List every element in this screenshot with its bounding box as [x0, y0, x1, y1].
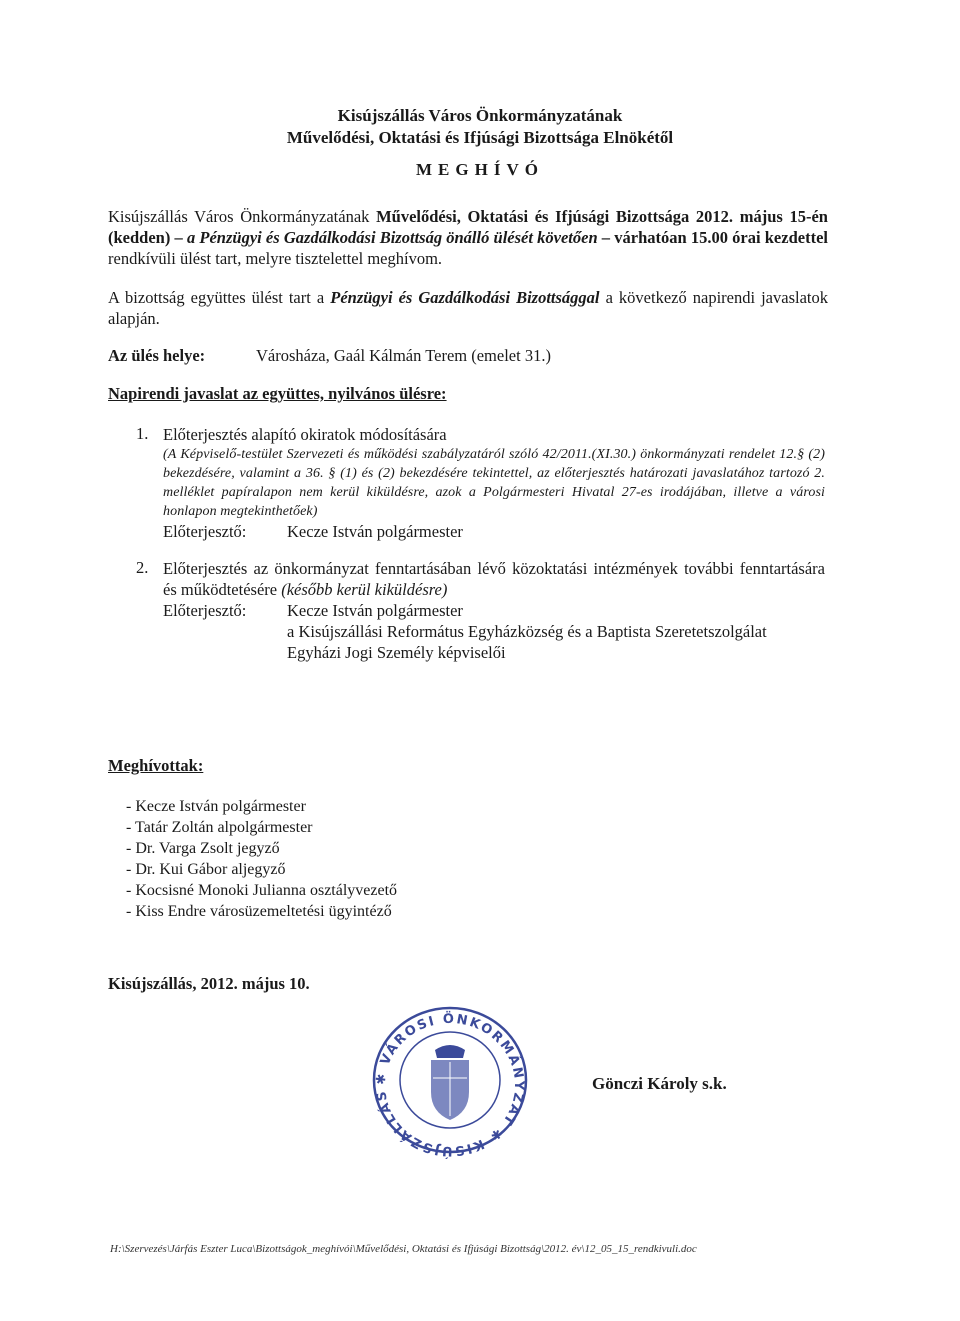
intro-time: – várhatóan 15.00 órai kezdettel	[597, 228, 828, 247]
location-label: Az ülés helye:	[108, 346, 206, 365]
agenda-item-1-note: (A Képviselő-testület Szervezeti és működési szabályzatáról szóló 42/2011.(XI.30.) önkormányzati rendelet 12.§ (2) bekezdésére, valamint a 36. § (1) és (2) bekezdésére tekintettel, az előterjesztés határozati javaslatához tartozó 2. melléklet papíralapon nem kerül kiküldésre, azok a Polgármesteri Hivatal 27-es irodájában, illetve a városi honlapon megtekinthetőek)	[163, 447, 825, 519]
intro-committee: Művelődési, Oktatási és Ifjúsági Bizottsága 2012. május 15-én (kedden) –	[108, 207, 828, 247]
intro-text-a: Kisújszállás Város Önkormányzatának	[108, 207, 377, 226]
agenda-item-1-presenter: Kecze István polgármester	[287, 522, 463, 541]
agenda-item-2	[163, 558, 825, 663]
joint-session-paragraph	[108, 287, 828, 329]
date-line: Kisújszállás, 2012. május 10.	[108, 974, 310, 993]
joint-text-a: A bizottság együttes ülést tart a	[108, 288, 331, 307]
document-title: MEGHÍVÓ	[416, 160, 544, 179]
signature: Gönczi Károly s.k.	[592, 1074, 727, 1093]
intro-text-e: rendkívüli ülést tart, melyre tisztelettel meghívom.	[108, 249, 443, 268]
intro-after-session: a Pénzügyi és Gazdálkodási Bizottság önálló ülését követően	[186, 228, 598, 247]
joint-committee: Pénzügyi és Gazdálkodási Bizottsággal	[330, 288, 600, 307]
agenda-item-2-number: 2.	[136, 558, 149, 577]
invitee-item: - Tatár Zoltán alpolgármester	[126, 819, 313, 836]
intro-paragraph	[108, 206, 828, 269]
agenda-item-1-number: 1.	[136, 424, 149, 443]
agenda-item-2-presenter-label: Előterjesztő:	[163, 601, 247, 620]
invitee-item: - Kecze István polgármester	[126, 798, 306, 815]
file-path-footer: H:\Szervezés\Járfás Eszter Luca\Bizottságok_meghívói\Művelődési, Oktatási és Ifjúsági Bizottság\2012. év\12_05_15_rendkivuli.doc	[110, 1243, 697, 1255]
agenda-item-2-title-note: (később kerül kiküldésre)	[281, 580, 448, 599]
stamp-text: ✱ VÁROSI ÖNKORMÁNYZAT ✱ KISÚJSZÁLLÁS	[373, 1011, 527, 1159]
agenda-item-2-presenter-3: Egyházi Jogi Személy képviselői	[287, 643, 506, 662]
agenda-item-1-presenter-label: Előterjesztő:	[163, 522, 247, 541]
agenda-item-2-presenter-row	[163, 600, 825, 621]
agenda-item-2-title-wrap	[163, 558, 825, 600]
agenda-item-1-title: Előterjesztés alapító okiratok módosítására	[163, 425, 447, 444]
invitee-item: - Dr. Kui Gábor aljegyző	[126, 861, 286, 878]
header-line-2: Művelődési, Oktatási és Ifjúsági Bizottsága Elnökétől	[286, 128, 674, 147]
location-value: Városháza, Gaál Kálmán Terem (emelet 31.)	[256, 346, 551, 365]
agenda-item-2-title: Előterjesztés az önkormányzat fenntartásában lévő közoktatási intézmények további fenntartására és működtetésére	[163, 559, 825, 599]
joint-text-c: a következő napirendi javaslatok alapján.	[108, 288, 828, 328]
invitee-item: - Kocsisné Monoki Julianna osztályvezető	[126, 882, 398, 899]
invitees-heading: Meghívottak:	[108, 756, 204, 775]
invitee-item: - Kiss Endre városüzemeltetési ügyintéző	[126, 903, 392, 920]
agenda-item-2-presenter-2: a Kisújszállási Református Egyházközség és a Baptista Szeretetszolgálat	[287, 622, 767, 641]
header-line-1: Kisújszállás Város Önkormányzatának	[337, 106, 623, 125]
agenda-item-2-presenter: Kecze István polgármester	[287, 601, 463, 620]
official-stamp-icon	[365, 1000, 535, 1160]
agenda-item-1	[163, 424, 825, 542]
agenda-heading: Napirendi javaslat az együttes, nyilvános ülésre:	[108, 384, 447, 403]
invitee-item: - Dr. Varga Zsolt jegyző	[126, 840, 280, 857]
agenda-item-1-presenter-row	[163, 521, 825, 542]
